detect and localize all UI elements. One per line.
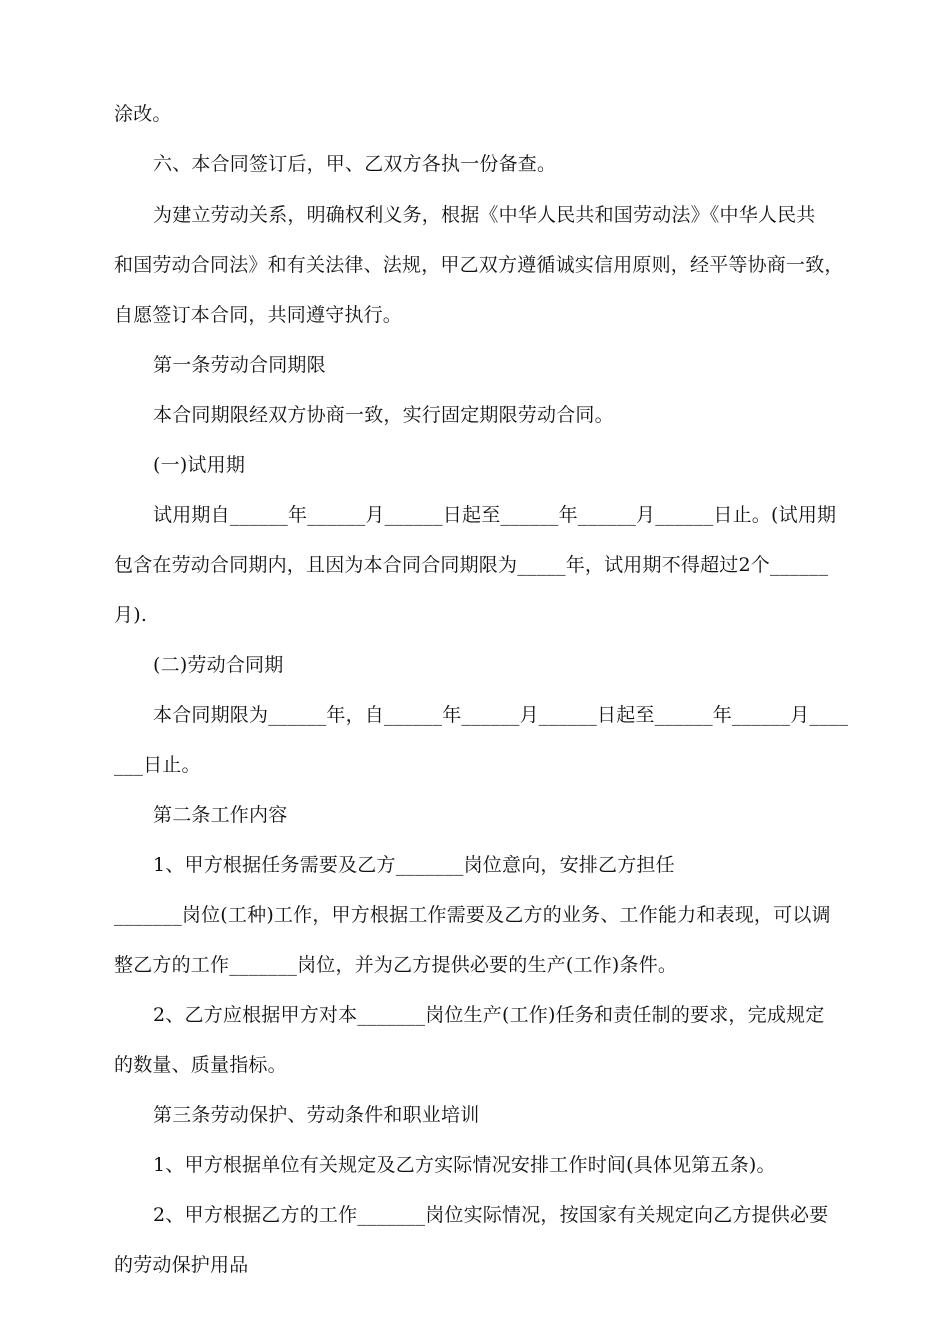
subsection-heading: (一)试用期 [153,454,246,476]
text-line: _______岗位(工种)工作，甲方根据工作需要及乙方的业务、工作能力和表现，可以调 [114,904,831,926]
section-heading: 第二条工作内容 [153,804,288,826]
text-line: 试用期自______年______月______日起至______年______月______日止。(试用期 [153,504,837,526]
text-line: 2、乙方应根据甲方对本_______岗位生产(工作)任务和责任制的要求，完成规定 [153,1004,825,1026]
text-line: 的数量、质量指标。 [114,1054,287,1076]
subsection-heading: (二)劳动合同期 [153,654,284,676]
text-line: 本合同期限经双方协商一致，实行固定期限劳动合同。 [153,404,614,426]
text-line: 包含在劳动合同期内，且因为本合同合同期限为_____年，试用期不得超过2个______ [114,554,829,576]
text-line: 月). [114,604,148,626]
text-line: 和国劳动合同法》和有关法律、法规，甲乙双方遵循诚实信用原则，经平等协商一致， [114,254,844,276]
text-line: ___日止。 [114,754,201,776]
text-line: 1、甲方根据单位有关规定及乙方实际情况安排工作时间(具体见第五条)。 [153,1154,776,1176]
text-line: 2、甲方根据乙方的工作_______岗位实际情况，按国家有关规定向乙方提供必要 [153,1204,829,1226]
text-line: 1、甲方根据任务需要及乙方_______岗位意向，安排乙方担任 [153,854,675,876]
text-line: 为建立劳动关系，明确权利义务，根据《中华人民共和国劳动法》《中华人民共 [153,204,816,226]
text-line: 本合同期限为______年，自______年______月______日起至______年______月____ [153,704,849,726]
section-heading: 第一条劳动合同期限 [153,354,326,376]
section-heading: 第三条劳动保护、劳动条件和职业培训 [153,1104,480,1126]
text-line: 整乙方的工作_______岗位，并为乙方提供必要的生产(工作)条件。 [114,954,678,976]
text-line: 六、本合同签订后，甲、乙双方各执一份备查。 [153,153,557,175]
text-line: 的劳动保护用品 [114,1254,249,1276]
text-line: 涂改。 [114,103,172,125]
text-line: 自愿签订本合同，共同遵守执行。 [114,304,403,326]
